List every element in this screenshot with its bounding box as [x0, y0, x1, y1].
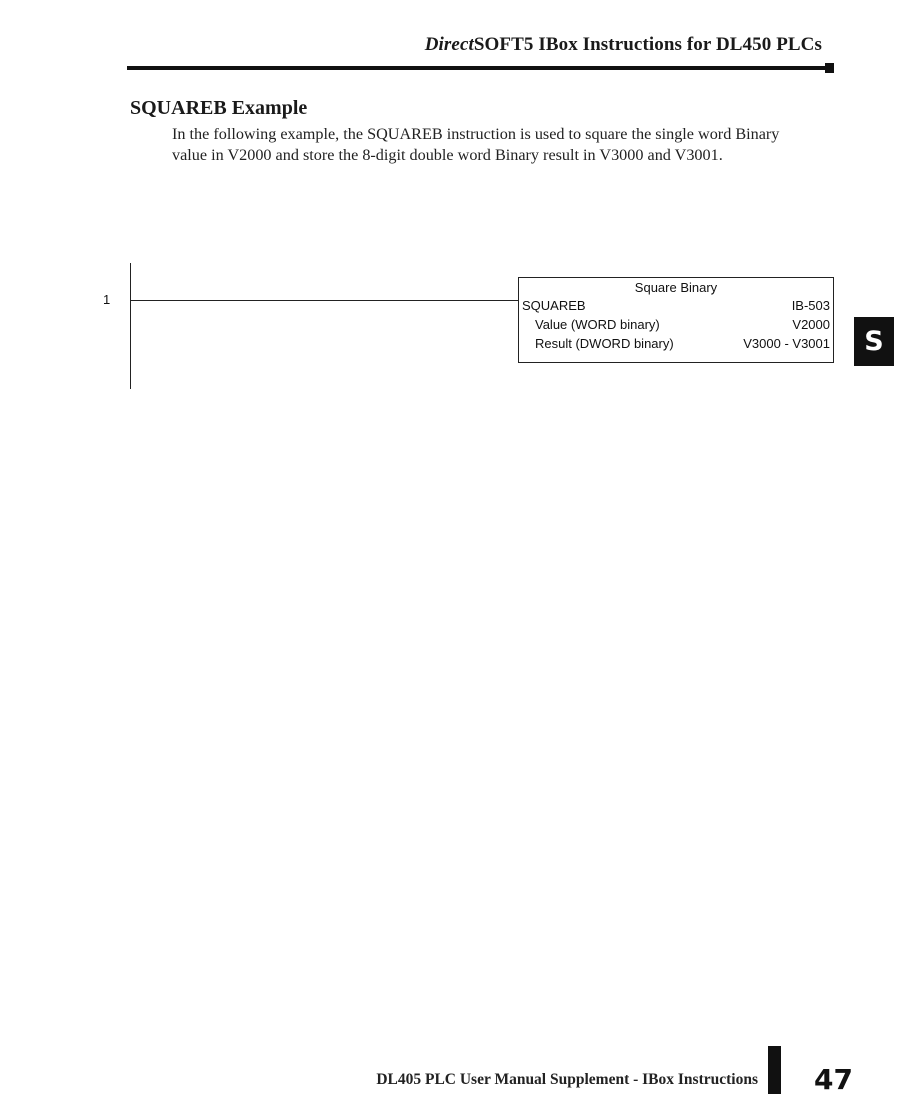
header-rule: [127, 66, 827, 70]
body-line-2: value in V2000 and store the 8-digit double word Binary result in V3000 and V3001.: [172, 146, 723, 164]
ibox-number: IB-503: [791, 298, 830, 313]
rung-wire: [131, 300, 518, 301]
body-line-1: In the following example, the SQUAREB instruction is used to square the single word Binary: [172, 125, 780, 143]
ibox-row-instruction: [522, 298, 830, 316]
ibox-param-2-value: V3000 - V3001: [743, 336, 830, 351]
section-heading: SQUAREB Example: [130, 97, 308, 119]
ibox-row-value: [522, 317, 830, 335]
ibox-param-2-label: Result (DWORD binary): [535, 336, 674, 351]
ibox-param-1-label: Value (WORD binary): [535, 317, 660, 332]
running-header: [425, 34, 822, 56]
header-title-rest: SOFT5 IBox Instructions for DL450 PLCs: [473, 34, 822, 55]
rung-number: 1: [103, 292, 111, 307]
header-rule-cap: [825, 63, 834, 73]
header-brand-italic: Direct: [424, 34, 474, 55]
ibox-title: Square Binary: [634, 280, 718, 295]
footer-text: DL405 PLC User Manual Supplement - IBox Instructions: [376, 1071, 758, 1088]
footer-bar: [768, 1046, 781, 1094]
ibox-row-result: [522, 336, 830, 354]
ibox-instruction-box: [518, 277, 834, 363]
chapter-side-tab: S: [854, 317, 894, 366]
ibox-instruction-name: SQUAREB: [522, 298, 586, 313]
ibox-param-1-value: V2000: [792, 317, 830, 332]
left-power-rail: [130, 263, 131, 389]
page-number: 47: [814, 1063, 853, 1096]
body-paragraph: [172, 124, 842, 166]
